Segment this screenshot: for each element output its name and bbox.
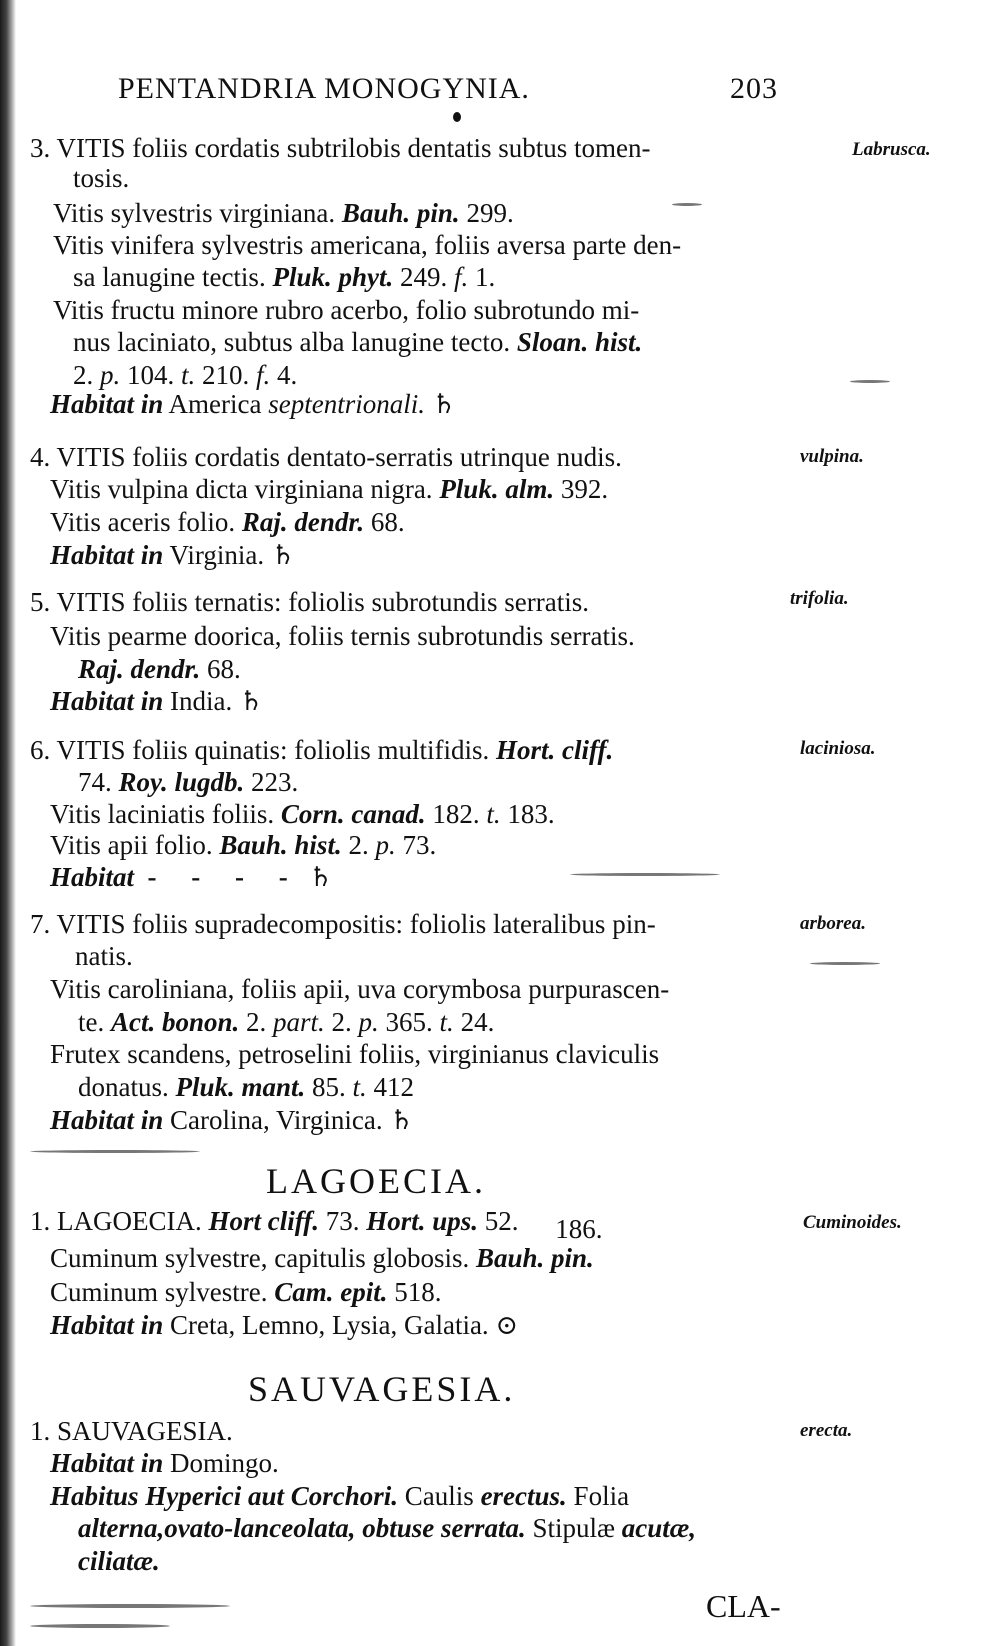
entry-7-line-2: natis. [75, 941, 133, 971]
entry-7-line-4: te. Act. bonon. 2. part. 2. p. 365. t. 24. [78, 1007, 495, 1037]
entry-6-line-2: 74. Roy. lugdb. 223. [78, 767, 299, 797]
catchword: CLA- [706, 1588, 781, 1624]
entry-7-line-5: Frutex scandens, petroselini foliis, virginianus claviculis [50, 1039, 660, 1069]
entry-3-line-8: 2. p. 104. t. 210. f. 4. [73, 360, 298, 390]
entry-3-habitat: Habitat in America septentrionali. ♄ [50, 389, 456, 419]
entry-7-line-1: 7. VITIS foliis supradecompositis: foliolis lateralibus pin- [30, 909, 656, 939]
lagoecia-margin-name: Cuminoides. [803, 1212, 902, 1233]
entry-3-line-6: Vitis fructu minore rubro acerbo, folio subrotundo mi- [53, 295, 640, 325]
entry-3-margin-name: Labrusca. [852, 139, 931, 160]
entry-3-line-1: 3. VITIS foliis cordatis subtrilobis dentatis subtus tomen- [30, 133, 651, 163]
lagoecia-line-2: Cuminum sylvestre, capitulis globosis. Bauh. pin. [50, 1243, 594, 1273]
entry-4-line-2: Vitis vulpina dicta virginiana nigra. Pluk. alm. 392. [50, 474, 609, 504]
sauvagesia-line-3: Habitus Hyperici aut Corchori. Caulis erectus. Folia [50, 1481, 630, 1511]
sauvagesia-habitat: Habitat in Domingo. [50, 1448, 279, 1478]
page-number: 203 [730, 72, 778, 105]
running-header [118, 72, 778, 112]
entry-5-habitat: Habitat in India. ♄ [50, 686, 264, 716]
entry-3-line-2: tosis. [73, 163, 130, 193]
print-speck [30, 1624, 170, 1628]
entry-3-line-4: Vitis vinifera sylvestris americana, foliis aversa parte den- [53, 230, 682, 260]
entry-4-line-1: 4. VITIS foliis cordatis dentato-serratis utrinque nudis. [30, 442, 622, 472]
entry-6-habitat: Habitat - - - - ♄ [50, 862, 333, 892]
print-speck [850, 380, 890, 383]
sauvagesia-line-5: ciliatæ. [78, 1546, 160, 1576]
print-speck [30, 1604, 230, 1608]
print-speck [30, 1150, 200, 1153]
entry-6-line-4: Vitis apii folio. Bauh. hist. 2. p. 73. [50, 830, 437, 860]
entry-5-margin-name: trifolia. [790, 588, 849, 609]
lagoecia-habitat: Habitat in Creta, Lemno, Lysia, Galatia. ⊙ [50, 1310, 519, 1340]
print-speck [672, 203, 702, 206]
section-heading-sauvagesia: SAUVAGESIA. [248, 1369, 516, 1409]
entry-7-line-3: Vitis caroliniana, foliis apii, uva corymbosa purpurascen- [50, 974, 670, 1004]
entry-6-margin-name: laciniosa. [800, 738, 876, 759]
entry-6-line-1: 6. VITIS foliis quinatis: foliolis multifidis. Hort. cliff. [30, 735, 614, 765]
entry-3-line-5: sa lanugine tectis. Pluk. phyt. 249. f. 1. [73, 262, 496, 292]
entry-3-line-3: Vitis sylvestris virginiana. Bauh. pin. 299. [53, 198, 514, 228]
entry-3-line-7: nus laciniato, subtus alba lanugine tecto. Sloan. hist. [73, 327, 643, 357]
entry-7-line-6: donatus. Pluk. mant. 85. t. 412 [78, 1072, 415, 1102]
entry-4-line-3: Vitis aceris folio. Raj. dendr. 68. [50, 507, 405, 537]
sauvagesia-margin-name: erecta. [800, 1420, 853, 1441]
section-heading-lagoecia: LAGOECIA. [266, 1161, 486, 1201]
entry-6-line-3: Vitis laciniatis foliis. Corn. canad. 182. t. 183. [50, 799, 555, 829]
print-speck [810, 962, 880, 965]
entry-4-margin-name: vulpina. [800, 446, 864, 467]
ink-dot [453, 112, 461, 122]
lagoecia-line-1: 1. LAGOECIA. Hort cliff. 73. Hort. ups. 52. 186. [30, 1206, 603, 1244]
lagoecia-line-3: Cuminum sylvestre. Cam. epit. 518. [50, 1277, 442, 1307]
entry-4-habitat: Habitat in Virginia. ♄ [50, 540, 296, 570]
entry-5-line-1: 5. VITIS foliis ternatis: foliolis subrotundis serratis. [30, 587, 589, 617]
entry-7-habitat: Habitat in Carolina, Virginica. ♄ [50, 1105, 414, 1135]
header-title: PENTANDRIA MONOGYNIA. [118, 72, 530, 105]
print-speck [570, 873, 720, 876]
entry-5-line-2: Vitis pearme doorica, foliis ternis subrotundis serratis. [50, 621, 635, 651]
entry-5-line-3: Raj. dendr. 68. [78, 654, 241, 684]
sauvagesia-line-4: alterna,ovato-lanceolata, obtuse serrata. Stipulæ acutæ, [78, 1513, 697, 1543]
entry-7-margin-name: arborea. [800, 913, 866, 934]
sauvagesia-line-1: 1. SAUVAGESIA. [30, 1416, 233, 1446]
